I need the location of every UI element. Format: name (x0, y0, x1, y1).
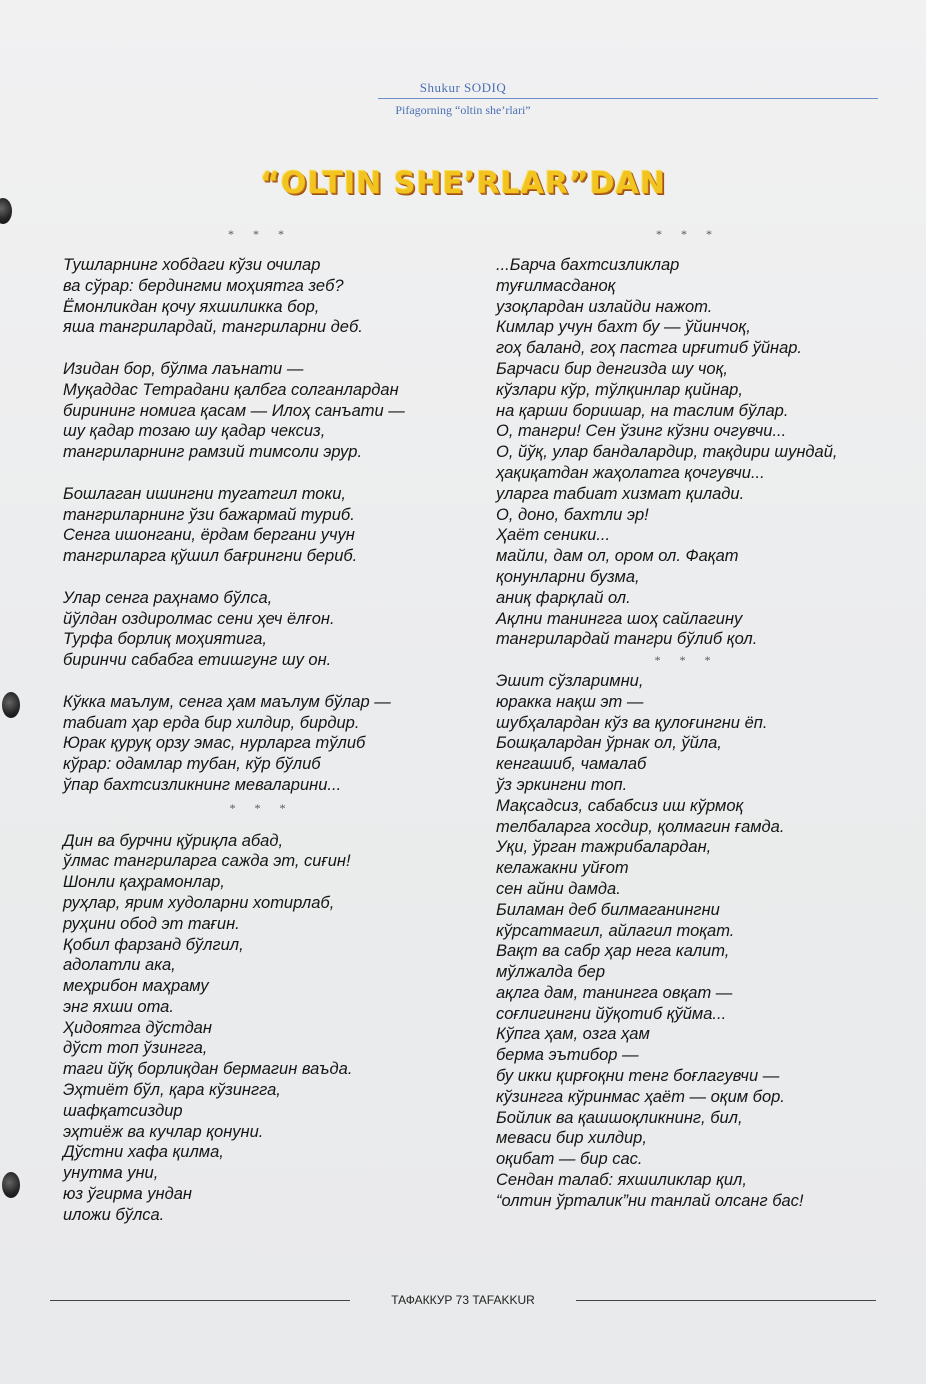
poem-line: меваси бир хилдир, (496, 1129, 647, 1148)
left-stanza-2 (63, 831, 443, 1226)
poem-line: шу қадар тозаю шу қадар чексиз, (63, 422, 326, 441)
poem-line: Изидан бор, бўлма лаънати — (63, 359, 304, 378)
poem-line: юракка нақш эт — (496, 692, 644, 711)
poem-line: Ҳаёт сеники... (496, 526, 611, 545)
header-rule (378, 98, 878, 99)
poem-line: О, йўқ, улар бандалардир, тақдири шундай, (496, 443, 838, 462)
poem-line: руҳини обод эт тағин. (63, 914, 240, 933)
poem-line: шубҳалардан кўз ва қулоғингни ёп. (496, 713, 768, 732)
poem-line: сен айни дамда. (496, 879, 621, 898)
poem-line: келажакни уйғот (496, 859, 629, 878)
poem-line: ва сўрар: бердингми моҳиятга зеб? (63, 276, 344, 295)
section-divider: * * * (656, 227, 720, 241)
poem-line: энг яхши ота. (63, 997, 174, 1016)
poem-line: иложи бўлса. (63, 1205, 165, 1224)
left-poem-column (63, 255, 443, 1226)
poem-line: Барчаси бир денгизда шу чоқ, (496, 359, 728, 378)
poem-line: Кўпга ҳам, озга ҳам (496, 1025, 650, 1044)
poem-line: тангрилардай тангри бўлиб қол. (496, 630, 758, 649)
poem-line: оқибат — бир сас. (496, 1150, 643, 1169)
poem-line: Бошлаган ишингни тугатгил токи, (63, 484, 346, 503)
poem-line: на қарши боришар, на таслим бўлар. (496, 401, 789, 420)
poem-line: О, тангри! Сен ўзинг кўзни очгувчи... (496, 422, 787, 441)
article-subtitle: Pifagorning “oltin she’rlari” (395, 103, 531, 117)
stanza-gap (63, 463, 443, 484)
stanza-gap (63, 338, 443, 359)
poem-line: бирининг номига қасам — Илоҳ санъати — (63, 401, 405, 420)
poem-line: майли, дам ол, ором ол. Фақат (496, 547, 739, 566)
poem-line: Қобил фарзанд бўлгил, (63, 935, 244, 954)
section-divider: * * * (228, 227, 292, 241)
poem-line: табиат ҳар ерда бир хилдир, бирдир. (63, 713, 360, 732)
stanza (63, 484, 443, 567)
poem-line: Уқи, ўрган тажрибалардан, (496, 838, 712, 857)
poem-line: Ёмонликдан қочу яхшиликка бор, (63, 297, 320, 316)
poem-line: тангриларнинг ўзи бажармай туриб. (63, 505, 355, 524)
poem-line: узоқлардан излайди нажот. (496, 297, 713, 316)
poem-line: Сенга ишонгани, ёрдам бергани учун (63, 526, 355, 545)
poem-line: ўлмас тангриларга сажда эт, сиғин! (63, 852, 351, 871)
stanza (63, 588, 443, 671)
poem-line: уларга табиат хизмат қилади. (496, 484, 745, 503)
poem-line: таги йўқ борлиқдан бермагин ваъда. (63, 1060, 353, 1079)
footer-rule-right (576, 1300, 876, 1301)
poem-line: тангриларга қўшил бағрингни бериб. (63, 547, 358, 566)
poem-line: Тушларнинг хобдаги кўзи очилар (63, 256, 321, 274)
poem-line: ўз эркингни топ. (496, 775, 628, 794)
section-divider: * * * (229, 800, 293, 815)
poem-line: “олтин ўрталик”ни танлай олсанг бас! (496, 1191, 804, 1210)
poem-line: кўрсатмагил, айлагил тоқат. (496, 921, 735, 940)
poem-line: Бойлик ва қашшоқликнинг, бил, (496, 1108, 743, 1127)
right-poem-column (496, 255, 896, 1212)
poem-line: Ҳидоятга дўстдан (63, 1018, 212, 1037)
poem-line: руҳлар, ярим худоларни хотирлаб, (63, 893, 335, 912)
poem-line: ҳақиқатдан жаҳолатга қочгувчи... (496, 463, 765, 482)
poem-line: яша тангрилардай, тангриларни деб. (63, 318, 363, 337)
stanza-gap (63, 567, 443, 588)
poem-line: Муқаддас Тетрадани қалбга солганлардан (63, 380, 399, 399)
poem-line: туғилмасданоқ (496, 276, 616, 295)
poem-line: соғлигингни йўқотиб қўйма... (496, 1004, 727, 1023)
footer-page-label: ТАФАККУР 73 TAFAKKUR (391, 1293, 535, 1307)
poem-line: Бошқалардан ўрнак ол, ўйла, (496, 734, 722, 753)
poem-line: Дўстни хафа қилма, (63, 1143, 224, 1162)
poem-line: телбаларга хосдир, қолмагин ғамда. (496, 817, 785, 836)
binder-hole (0, 198, 12, 224)
poem-line: Биламан деб билмаганингни (496, 900, 720, 919)
poem-line: биринчи сабабга етишгунг шу он. (63, 651, 332, 670)
poem-line: адолатли ака, (63, 956, 176, 975)
poem-line: гоҳ баланд, гоҳ пастга ирғитиб ўйнар. (496, 339, 803, 358)
poem-line: Ақлни танингга шоҳ сайлагину (496, 609, 743, 628)
poem-line: Улар сенга раҳнамо бўлса, (63, 588, 273, 607)
stanza (63, 255, 443, 338)
poem-line: меҳрибон маҳраму (63, 977, 209, 996)
stanza-gap (63, 671, 443, 692)
poem-line: кенгашиб, чамалаб (496, 755, 647, 774)
poem-line: О, доно, бахтли эр! (496, 505, 649, 524)
poem-line: кўзлари кўр, тўлқинлар қийнар, (496, 380, 743, 399)
section-divider: * * * (654, 653, 718, 668)
poem-line: Эшит сўзларимни, (496, 671, 644, 690)
author-name: Shukur SODIQ (419, 80, 507, 95)
poem-line: унутма уни, (63, 1164, 159, 1183)
poem-line: Мақсадсиз, сабабсиз иш кўрмоқ (496, 796, 744, 815)
poem-line: ўпар бахтсизликнинг меваларини... (63, 775, 342, 794)
poem-line: Сендан талаб: яхшиликлар қил, (496, 1171, 747, 1190)
poem-line: берма эътибор — (496, 1046, 639, 1065)
poem-line: Шонли қаҳрамонлар, (63, 873, 225, 892)
poem-line: юз ўгирма ундан (63, 1185, 192, 1204)
stanza (63, 359, 443, 463)
poem-line: кўзингга кўринмас ҳаёт — оқим бор. (496, 1087, 785, 1106)
right-stanza-2 (496, 671, 896, 1212)
stanza (63, 692, 443, 796)
binder-hole (2, 1172, 20, 1198)
poem-line: Кимлар учун бахт бу — ўйинчоқ, (496, 318, 751, 337)
page-footer (50, 1292, 876, 1308)
poem-line: Турфа борлиқ моҳиятига, (63, 630, 267, 649)
left-stanzas (63, 255, 443, 796)
poem-line: аниқ фарқлай ол. (496, 588, 631, 607)
poem-line: ...Барча бахтсизликлар (496, 256, 680, 274)
poem-line: қонунларни бузма, (496, 567, 640, 586)
page-title: “OLTIN SHE’RLAR”DAN (260, 166, 666, 201)
footer-rule-left (50, 1300, 350, 1301)
poem-line: йўлдан оздиролмас сени ҳеч ёлғон. (63, 609, 335, 628)
poem-line: дўст топ ўзингга, (63, 1039, 208, 1058)
right-stanza-1 (496, 255, 896, 650)
poem-line: кўрар: одамлар тубан, кўр бўлиб (63, 755, 321, 774)
poem-line: Юрак қуруқ орзу эмас, нурларга тўлиб (63, 734, 366, 753)
binder-hole (2, 692, 20, 718)
poem-line: Кўкка маълум, сенга ҳам маълум бўлар — (63, 692, 391, 711)
poem-line: шафқатсиздир (63, 1101, 183, 1120)
poem-line: тангриларнинг рамзий тимсоли эрур. (63, 443, 363, 462)
running-header (0, 80, 926, 118)
poem-line: Дин ва бурчни қўриқла абад, (63, 831, 284, 850)
poem-line: бу икки қирғоқни тенг боғлагувчи — (496, 1067, 780, 1086)
poem-line: Вақт ва сабр ҳар нега калит, (496, 942, 730, 961)
poem-line: мўлжалда бер (496, 963, 606, 982)
poem-line: ақлга дам, танингга овқат — (496, 983, 733, 1002)
poem-line: Эҳтиёт бўл, қара кўзингга, (63, 1081, 281, 1100)
poem-line: эҳтиёж ва кучлар қонуни. (63, 1122, 264, 1141)
